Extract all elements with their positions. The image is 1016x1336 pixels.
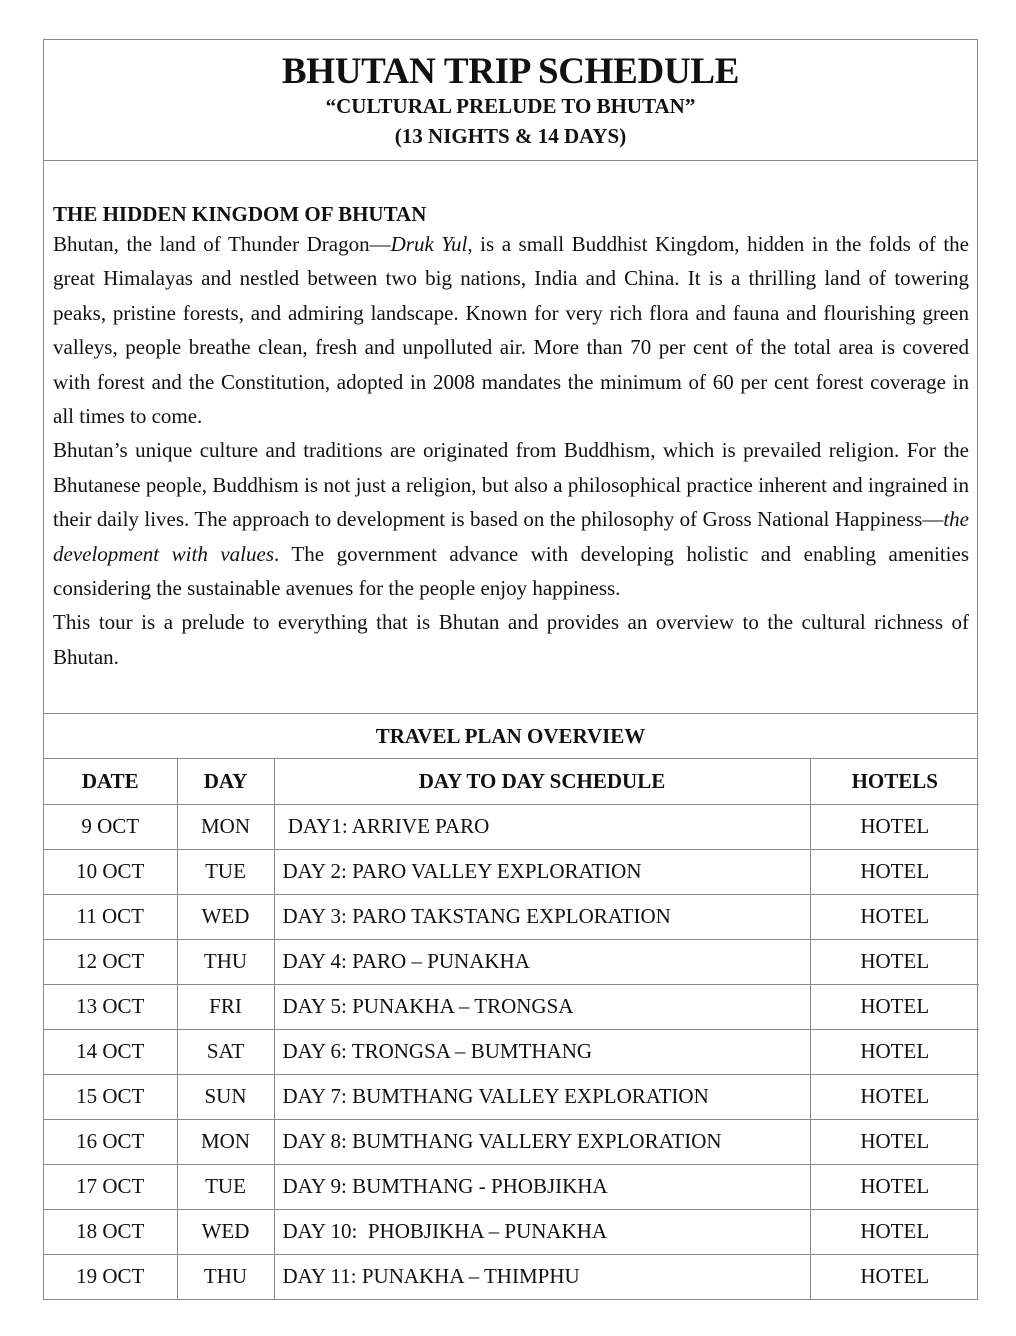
- cell-hotel: HOTEL: [860, 1264, 930, 1289]
- cell-hotel: HOTEL: [810, 1029, 979, 1074]
- cell-hotel: HOTEL: [810, 984, 979, 1029]
- cell-day: MON: [177, 804, 274, 849]
- cell-date: 19 OCT: [44, 1254, 177, 1299]
- cell-date: 12 OCT: [44, 939, 177, 984]
- overview-title: TRAVEL PLAN OVERVIEW: [44, 714, 977, 759]
- cell-schedule: DAY 5: PUNAKHA – TRONGSA: [274, 984, 810, 1029]
- tour-duration: (13 NIGHTS & 14 DAYS): [394, 124, 627, 148]
- cell-date: 18 OCT: [44, 1209, 177, 1254]
- table-row: [44, 1119, 979, 1164]
- cell-day: THU: [177, 1254, 274, 1299]
- cell-date: 9 OCT: [44, 804, 177, 849]
- table-row: [44, 894, 979, 939]
- cell-schedule: DAY1: ARRIVE PARO: [274, 804, 810, 849]
- table-row: [44, 1029, 979, 1074]
- cell-schedule: DAY 3: PARO TAKSTANG EXPLORATION: [274, 894, 810, 939]
- cell-schedule: DAY 8: BUMTHANG VALLERY EXPLORATION: [274, 1119, 810, 1164]
- cell-date: 10 OCT: [44, 849, 177, 894]
- cell-date: 16 OCT: [44, 1119, 177, 1164]
- cell-day: WED: [177, 1209, 274, 1254]
- intro-paragraph-3: This tour is a prelude to everything that is Bhutan and provides an overview to the cultural richness of Bhutan.: [53, 610, 969, 669]
- cell-day: SUN: [177, 1074, 274, 1119]
- cell-day: SAT: [177, 1029, 274, 1074]
- cell-date: 17 OCT: [44, 1164, 177, 1209]
- cell-schedule: DAY 11: PUNAKHA – THIMPHU: [274, 1254, 810, 1299]
- table-row: [44, 1164, 979, 1209]
- table-row: [44, 849, 979, 894]
- cell-date: 13 OCT: [44, 984, 177, 1029]
- cell-schedule: DAY 6: TRONGSA – BUMTHANG: [274, 1029, 810, 1074]
- cell-hotel: HOTEL: [810, 894, 979, 939]
- cell-schedule: DAY 10: PHOBJIKHA – PUNAKHA: [274, 1209, 810, 1254]
- cell-hotel: HOTEL: [810, 939, 979, 984]
- cell-schedule: DAY 7: BUMTHANG VALLEY EXPLORATION: [274, 1074, 810, 1119]
- table-row: [44, 984, 979, 1029]
- intro-paragraph-1: Bhutan, the land of Thunder Dragon—Druk Yul, is a small Buddhist Kingdom, hidden in the folds of the great Himalayas and nestled between two big nations, India and China. It is a thrilling land of towering peaks, pristine forests, and admiring landscape. Known for very rich flora and fauna and flourishing green valleys, people breathe clean, fresh and unpolluted air. More than 70 per cent of the total area is covered with forest and the Constitution, adopted in 2008 mandates the minimum of 60 per cent forest coverage in all times to come.: [53, 232, 969, 429]
- cell-date: 15 OCT: [44, 1074, 177, 1119]
- cell-day: MON: [177, 1119, 274, 1164]
- table-row: [44, 804, 979, 849]
- table-row: [44, 1254, 979, 1299]
- cell-hotel: HOTEL: [810, 804, 979, 849]
- table-row: [44, 1074, 979, 1119]
- table-header-row: [44, 759, 979, 804]
- column-header-day: DAY: [177, 759, 274, 804]
- cell-hotel: HOTEL: [810, 1074, 979, 1119]
- trip-schedule-document: [43, 39, 978, 1300]
- cell-day: TUE: [177, 849, 274, 894]
- table-row: [44, 939, 979, 984]
- table-row: [44, 1209, 979, 1254]
- column-header-hotels: HOTELS: [810, 759, 979, 804]
- cell-hotel: HOTEL: [810, 1164, 979, 1209]
- cell-schedule: DAY 9: BUMTHANG - PHOBJIKHA: [274, 1164, 810, 1209]
- cell-hotel: HOTEL: [810, 1209, 979, 1254]
- cell-day: FRI: [177, 984, 274, 1029]
- cell-date: 11 OCT: [44, 894, 177, 939]
- intro-paragraph-2: Bhutan’s unique culture and traditions are originated from Buddhism, which is prevailed religion. For the Bhutanese people, Buddhism is not just a religion, but also a philosophical practice inherent and ingrained in their daily lives. The approach to development is based on the philosophy of Gross National Happiness—the development with values. The government advance with developing holistic and enabling amenities considering the sustainable avenues for the people enjoy happiness.: [53, 438, 969, 601]
- cell-hotel: HOTEL: [810, 849, 979, 894]
- column-header-schedule: DAY TO DAY SCHEDULE: [274, 759, 810, 804]
- column-header-date: DATE: [44, 759, 177, 804]
- intro-heading: THE HIDDEN KINGDOM OF BHUTAN: [53, 202, 427, 226]
- page-title: BHUTAN TRIP SCHEDULE: [281, 51, 740, 92]
- cell-day: TUE: [177, 1164, 274, 1209]
- cell-day: WED: [177, 894, 274, 939]
- cell-schedule: DAY 4: PARO – PUNAKHA: [274, 939, 810, 984]
- cell-date: 14 OCT: [44, 1029, 177, 1074]
- intro-section: [44, 161, 977, 714]
- cell-day: THU: [177, 939, 274, 984]
- cell-schedule: DAY 2: PARO VALLEY EXPLORATION: [274, 849, 810, 894]
- document-header: [44, 40, 977, 161]
- cell-hotel: HOTEL: [810, 1119, 979, 1164]
- tour-name: “CULTURAL PRELUDE TO BHUTAN”: [325, 94, 696, 118]
- schedule-table: [44, 759, 979, 1299]
